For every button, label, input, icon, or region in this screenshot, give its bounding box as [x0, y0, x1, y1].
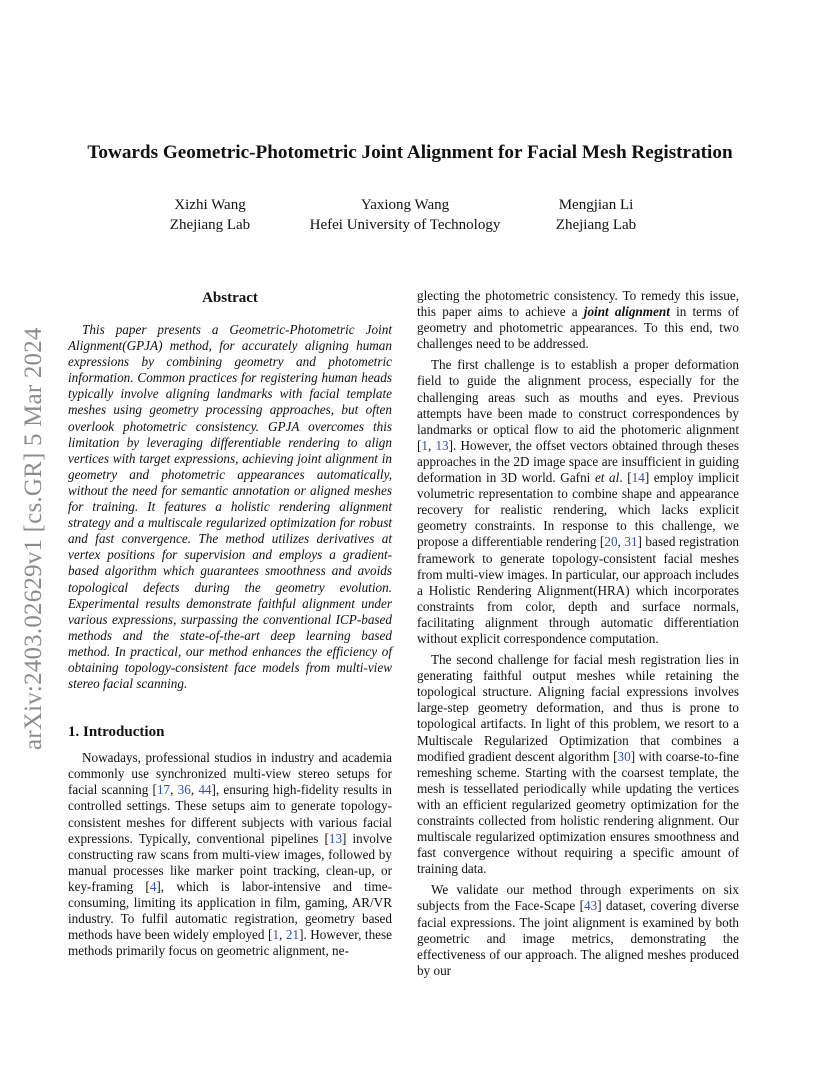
- paper-title: Towards Geometric-Photometric Joint Alignment for Facial Mesh Registration: [87, 142, 733, 163]
- left-column: [68, 288, 392, 959]
- author-name: Xizhi Wang: [174, 197, 246, 213]
- introduction-heading: 1. Introduction: [68, 724, 165, 741]
- citation-link[interactable]: 30: [617, 748, 631, 764]
- citation-link[interactable]: 14: [631, 470, 645, 486]
- author-affiliation: Zhejiang Lab: [555, 217, 637, 233]
- right-column: [417, 288, 739, 979]
- citation-link[interactable]: 31: [624, 534, 638, 550]
- intro-paragraph-1: Nowadays, professional studios in industry and academia commonly use synchronized multi-view stereo setups for facial scanning [17, 36, 44], ensuring high-fidelity results in controlled settings. These setups aim to generate topology-consistent meshes for different subjects with various facial expressions. Typically, conventional pipelines [13] involve constructing raw scans from multi-view images, followed by manual processes like marker point tracking, clean-up, or key-framing [4], which is labor-intensive and time-consuming, limiting its application in film, gaming, AR/VR industry. To fulfil automatic registration, geometry based methods have been widely employed [1, 21]. However, these methods primarily focus on geometric alignment, ne-: [68, 750, 393, 959]
- author-name: Yaxiong Wang: [360, 197, 450, 213]
- citation-link[interactable]: 1: [272, 927, 280, 943]
- author-affiliation: Hefei University of Technology: [309, 217, 501, 233]
- citation-link[interactable]: 43: [584, 898, 598, 914]
- emphasis: joint alignment: [583, 304, 670, 320]
- author-name: Mengjian Li: [558, 197, 634, 213]
- citation-link[interactable]: 17: [156, 782, 171, 798]
- citation-link[interactable]: 13: [435, 437, 449, 453]
- citation-link[interactable]: 21: [285, 927, 300, 943]
- author-3: [536, 195, 656, 235]
- abstract-text: This paper presents a Geometric-Photometric Joint Alignment(GPJA) method, for accurately aligning human expressions by combining geometry and photometric information. Common practices for registering human heads typically involve aligning landmarks with facial template meshes using geometry processing approaches, but often overlook photometric consistency. GPJA overcomes this limitation by leveraging differentiable rendering to align vertices with target expressions, achieving joint alignment in geometry and photometric appearances automatically, without the need for semantic annotation or aligned meshes for training. It features a holistic rendering alignment strategy and a multiscale regularized optimization for robust and fast convergence. The method utilizes derivatives at vertex positions for supervision and employs a gradient-based algorithm which guarantees smoothness and avoids topological defects during the geometry evolution. Experimental results demonstrate faithful alignment under various expressions, surpassing the conventional ICP-based methods and the state-of-the-art deep learning based method. In practical, our method enhances the efficiency of obtaining topology-consistent face models from multi-view stereo facial scanning.: [68, 322, 392, 692]
- citation-link[interactable]: 13: [328, 830, 343, 846]
- intro-paragraph-2: The first challenge is to establish a proper deformation field to guide the alignment process, especially for the challenging areas such as mouths and eyes. Previous attempts have been made to construct correspondences by landmarks or optical flow to aid the photomeric alignment [1, 13]. However, the offset vectors obtained through theses approaches in the 2D image space are insufficient in guiding deformation in 3D world. Gafni et al. [14] employ implicit volumetric representation to combine shape and appearance recovery for realistic rendering, which lacks explicit geometry constraints. In response to this challenge, we propose a differentiable rendering [20, 31] based registration framework to generate topology-consistent facial meshes from multi-view images. In particular, our approach includes a Holistic Rendering Alignment(HRA) which incorporates constraints from color, depth and surface normals, facilitating alignment through automatic differentiation without explicit correspondence computation.: [417, 357, 740, 646]
- citation-link[interactable]: 36: [177, 782, 191, 798]
- citation-link[interactable]: 1: [421, 437, 428, 453]
- arxiv-watermark: arXiv:2403.02629v1 [cs.GR] 5 Mar 2024: [20, 327, 47, 750]
- intro-paragraph-4: We validate our method through experiments on six subjects from the Face-Scape [43] dataset, covering diverse facial expressions. The joint alignment is examined by both geometric and image metrics, demonstrating the effectiveness of our approach. The aligned meshes produced by our: [417, 882, 739, 978]
- citation-link[interactable]: 44: [198, 782, 212, 798]
- author-affiliation: Zhejiang Lab: [169, 217, 251, 233]
- citation-link[interactable]: 20: [604, 534, 618, 550]
- citation-link[interactable]: 4: [149, 878, 157, 894]
- intro-continuation: glecting the photometric consistency. To remedy this issue, this paper aims to achieve a joint alignment in terms of geometry and photometric appearances. To this end, two challenges need to be addressed.: [417, 288, 739, 352]
- author-1: [150, 195, 270, 235]
- abstract-heading: Abstract: [202, 290, 258, 306]
- emphasis: et al: [594, 470, 620, 486]
- intro-paragraph-3: The second challenge for facial mesh registration lies in generating faithful output meshes while retaining the topological structure. Aligning facial expressions involves large-step geometry deformation, and thus is prone to topological artifacts. In light of this problem, we resort to a Multiscale Regularized Optimization that combines a modified gradient descent algorithm [30] with coarse-to-fine remeshing scheme. Starting with the coarsest template, the mesh is tessellated periodically while updating the vertices with an efficient regularized geometry optimization for the constraints collected from holistic rendering alignment. Our multiscale regularized optimization ensures smoothness and fast convergence without requiring a specific amount of training data.: [417, 652, 739, 877]
- author-2: [290, 195, 520, 235]
